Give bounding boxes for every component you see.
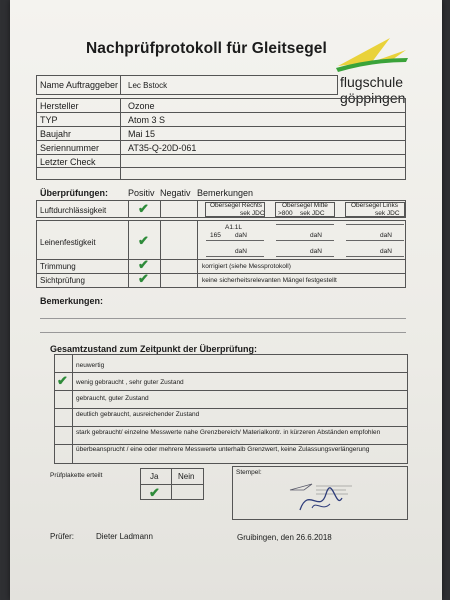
- plakette-ja: Ja: [150, 472, 159, 481]
- leinen-unit-6: daN: [380, 248, 392, 255]
- value-auftraggeber: Lec Bstock: [128, 81, 168, 90]
- leinen-line-id: A1.1L: [225, 224, 242, 231]
- checkmark-icon: ✔: [138, 201, 149, 216]
- document-title: Nachprüfprotokoll für Gleitsegel: [86, 40, 327, 57]
- sicht-remark: keine sicherheitsrelevanten Mängel festgestellt: [202, 277, 337, 284]
- label-leinenfestigkeit: Leinenfestigkeit: [40, 238, 96, 247]
- label-seriennummer: Seriennummer: [40, 143, 100, 153]
- leinen-unit-2: daN: [235, 248, 247, 255]
- ort-datum: Gruibingen, den 26.6.2018: [237, 533, 332, 542]
- leinen-unit-5: daN: [380, 232, 392, 239]
- obersegel-links-unit: sek JDC: [375, 210, 400, 217]
- obersegel-rechts-unit: sek JDC: [240, 210, 265, 217]
- obersegel-rechts-title: Obersegel Rechts: [210, 202, 263, 209]
- obersegel-links-title: Obersegel Links: [351, 202, 398, 209]
- label-typ: TYP: [40, 115, 58, 125]
- stamp-signature-icon: [286, 480, 356, 516]
- bemerkungen-heading: Bemerkungen:: [40, 296, 104, 306]
- gesamt-option-3: deutlich gebraucht, ausreichender Zustand: [76, 411, 200, 418]
- gesamt-option-2: gebraucht, guter Zustand: [76, 395, 149, 402]
- label-luftdurchlaessigkeit: Luftdurchlässigkeit: [40, 206, 107, 215]
- stempel-label: Stempel:: [236, 469, 262, 476]
- value-typ: Atom 3 S: [128, 115, 166, 125]
- gesamt-option-1: wenig gebraucht , sehr guter Zustand: [76, 379, 184, 386]
- checkmark-icon: ✔: [138, 257, 149, 272]
- label-trimmung: Trimmung: [40, 262, 76, 271]
- leinen-unit: daN: [235, 232, 247, 239]
- gesamt-heading: Gesamtzustand zum Zeitpunkt der Überprüfung:: [50, 344, 258, 354]
- checks-heading: Überprüfungen:: [40, 188, 108, 198]
- value-hersteller: Ozone: [128, 101, 155, 111]
- label-sichtpruefung: Sichtprüfung: [40, 276, 85, 285]
- leinen-unit-4: daN: [310, 248, 322, 255]
- trimmung-remark: korrigiert (siehe Messprotokoll): [202, 263, 291, 270]
- obersegel-mitte-unit: sek JDC: [300, 210, 325, 217]
- plakette-nein: Nein: [178, 472, 195, 481]
- col-bemerkungen: Bemerkungen: [197, 188, 254, 198]
- checkmark-icon: ✔: [57, 373, 68, 388]
- label-letzter-check: Letzter Check: [40, 157, 96, 167]
- obersegel-mitte-value: >800: [278, 210, 293, 217]
- obersegel-mitte-title: Obersegel Mitte: [282, 202, 328, 209]
- glider-wing-icon: [332, 32, 412, 76]
- leinen-unit-3: daN: [310, 232, 322, 239]
- value-baujahr: Mai 15: [128, 129, 156, 139]
- company-stamp: [286, 480, 356, 516]
- logo-line-2: göppingen: [340, 90, 406, 106]
- col-positiv: Positiv: [128, 188, 155, 198]
- logo-line-1: flugschule: [340, 74, 404, 90]
- label-hersteller: Hersteller: [40, 101, 79, 111]
- pruefer-label: Prüfer:: [50, 532, 75, 541]
- value-seriennummer: AT35-Q-20D-061: [128, 143, 197, 153]
- gesamt-option-0: neuwertig: [76, 362, 105, 369]
- protocol-sheet: [10, 0, 442, 600]
- plakette-label: Prüfplakette erteilt: [50, 472, 103, 479]
- label-baujahr: Baujahr: [40, 129, 72, 139]
- checkmark-icon: ✔: [138, 271, 149, 286]
- col-negativ: Negativ: [160, 188, 191, 198]
- checkmark-icon: ✔: [138, 233, 149, 248]
- gesamt-option-4: stark gebraucht/ einzelne Messwerte nahe Grenzbereich/ Materialkontr. in kürzeren Abständen empfohlen: [76, 429, 381, 436]
- leinen-value: 165: [210, 232, 221, 239]
- label-auftraggeber: Name Auftraggeber: [40, 80, 119, 90]
- checkmark-icon: ✔: [149, 485, 160, 500]
- gesamt-option-5: überbeansprucht / eine oder mehrere Messwerte unterhalb Grenzwert, keine Zulassungsverlängerung: [76, 446, 370, 453]
- pruefer-name: Dieter Ladmann: [96, 532, 153, 541]
